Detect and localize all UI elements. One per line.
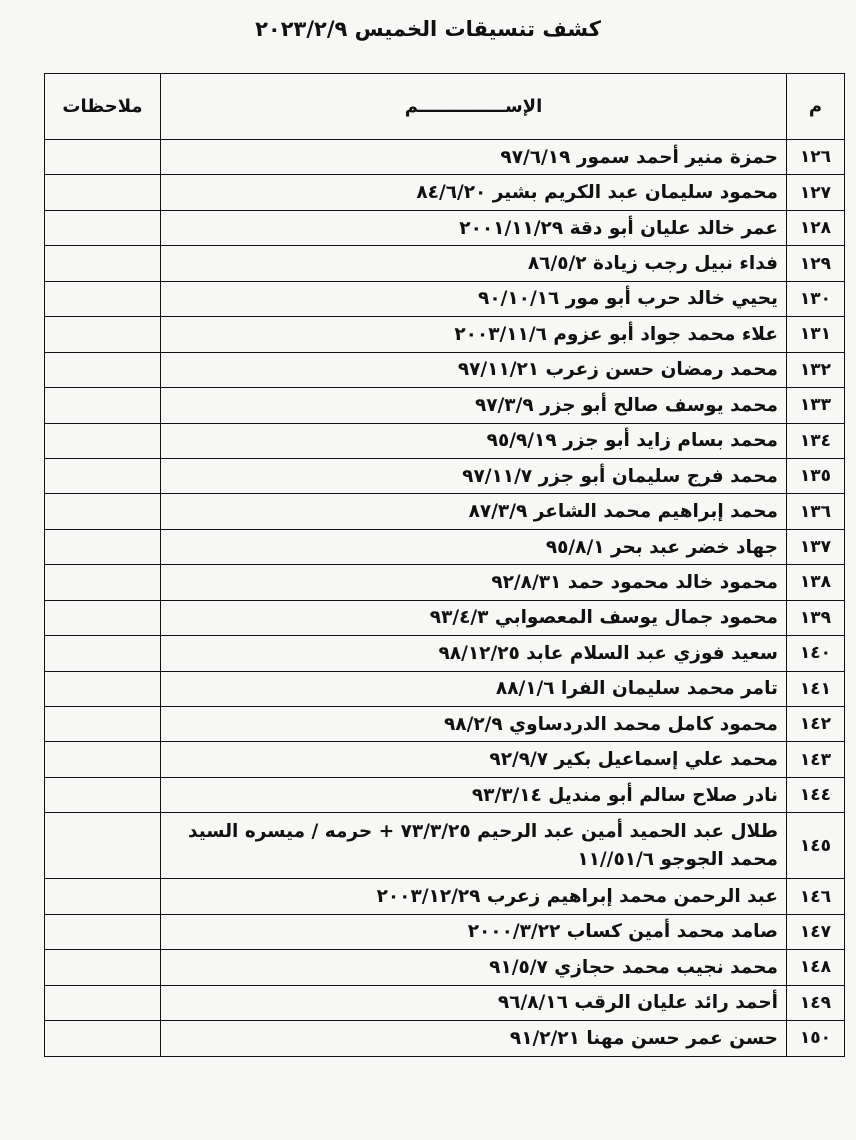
row-notes (45, 813, 161, 879)
row-number: ١٣٥ (787, 458, 845, 493)
row-number: ١٤٦ (787, 879, 845, 914)
table-row (45, 879, 845, 914)
table-row (45, 813, 845, 879)
table-row (45, 985, 845, 1020)
row-name: طلال عبد الحميد أمين عبد الرحيم ٧٣/٣/٢٥ + حرمه / ميسره السيد محمد الجوجو ٥١/٦//١١ (161, 813, 787, 879)
table-row (45, 914, 845, 949)
row-number: ١٣٦ (787, 494, 845, 529)
table-row (45, 600, 845, 635)
row-number: ١٣٠ (787, 281, 845, 316)
row-number: ١٤٩ (787, 985, 845, 1020)
row-notes (45, 636, 161, 671)
row-name: سعيد فوزي عبد السلام عابد ٩٨/١٢/٢٥ (161, 636, 787, 671)
row-notes (45, 175, 161, 210)
row-notes (45, 879, 161, 914)
table-row (45, 458, 845, 493)
row-number: ١٣٢ (787, 352, 845, 387)
table-row (45, 777, 845, 812)
row-notes (45, 914, 161, 949)
row-number: ١٢٧ (787, 175, 845, 210)
table-row (45, 1021, 845, 1056)
table-row (45, 175, 845, 210)
table-row (45, 246, 845, 281)
row-notes (45, 317, 161, 352)
row-notes (45, 140, 161, 175)
row-name: تامر محمد سليمان الفرا ٨٨/١/٦ (161, 671, 787, 706)
row-number: ١٤٧ (787, 914, 845, 949)
table-row (45, 317, 845, 352)
header-number: م (787, 74, 845, 140)
row-name: نادر صلاح سالم أبو منديل ٩٣/٣/١٤ (161, 777, 787, 812)
header-name: الإســــــــــــــم (161, 74, 787, 140)
row-name: فداء نبيل رجب زيادة ٨٦/٥/٢ (161, 246, 787, 281)
row-notes (45, 281, 161, 316)
row-number: ١٣١ (787, 317, 845, 352)
row-number: ١٤٤ (787, 777, 845, 812)
row-number: ١٢٨ (787, 210, 845, 245)
row-name: محمد رمضان حسن زعرب ٩٧/١١/٢١ (161, 352, 787, 387)
row-number: ١٣٧ (787, 529, 845, 564)
table-row (45, 140, 845, 175)
roster-table (44, 73, 845, 1057)
row-notes (45, 352, 161, 387)
row-name: محمد نجيب محمد حجازي ٩١/٥/٧ (161, 950, 787, 985)
row-name: علاء محمد جواد أبو عزوم ٢٠٠٣/١١/٦ (161, 317, 787, 352)
table-row (45, 388, 845, 423)
row-number: ١٢٩ (787, 246, 845, 281)
row-name: محمد بسام زايد أبو جزر ٩٥/٩/١٩ (161, 423, 787, 458)
row-name: محمود سليمان عبد الكريم بشير ٨٤/٦/٢٠ (161, 175, 787, 210)
row-notes (45, 1021, 161, 1056)
table-row (45, 950, 845, 985)
row-number: ١٤٨ (787, 950, 845, 985)
row-notes (45, 742, 161, 777)
table-row (45, 529, 845, 564)
row-notes (45, 423, 161, 458)
row-notes (45, 529, 161, 564)
row-name: عمر خالد عليان أبو دقة ٢٠٠١/١١/٢٩ (161, 210, 787, 245)
row-notes (45, 246, 161, 281)
table-row (45, 671, 845, 706)
row-notes (45, 985, 161, 1020)
row-number: ١٣٣ (787, 388, 845, 423)
row-number: ١٤٢ (787, 707, 845, 742)
row-name: محمد علي إسماعيل بكير ٩٢/٩/٧ (161, 742, 787, 777)
row-name: محمود جمال يوسف المعصوابي ٩٣/٤/٣ (161, 600, 787, 635)
row-name: محمود كامل محمد الدردساوي ٩٨/٢/٩ (161, 707, 787, 742)
row-notes (45, 707, 161, 742)
row-name: صامد محمد أمين كساب ٢٠٠٠/٣/٢٢ (161, 914, 787, 949)
row-notes (45, 600, 161, 635)
row-notes (45, 565, 161, 600)
table-row (45, 423, 845, 458)
row-notes (45, 494, 161, 529)
row-name: حسن عمر حسن مهنا ٩١/٢/٢١ (161, 1021, 787, 1056)
table-row (45, 281, 845, 316)
row-number: ١٥٠ (787, 1021, 845, 1056)
row-name: عبد الرحمن محمد إبراهيم زعرب ٢٠٠٣/١٢/٢٩ (161, 879, 787, 914)
header-notes: ملاحظات (45, 74, 161, 140)
row-number: ١٣٨ (787, 565, 845, 600)
page-title: كشف تنسيقات الخميس ٢٠٢٣/٢/٩ (255, 17, 601, 41)
table-header-row (45, 74, 845, 140)
row-notes (45, 671, 161, 706)
row-name: محمد إبراهيم محمد الشاعر ٨٧/٣/٩ (161, 494, 787, 529)
row-number: ١٣٩ (787, 600, 845, 635)
row-notes (45, 388, 161, 423)
row-name: محمد فرج سليمان أبو جزر ٩٧/١١/٧ (161, 458, 787, 493)
table-row (45, 707, 845, 742)
table-row (45, 636, 845, 671)
row-name: حمزة منير أحمد سمور ٩٧/٦/١٩ (161, 140, 787, 175)
row-notes (45, 210, 161, 245)
row-name: محمود خالد محمود حمد ٩٢/٨/٣١ (161, 565, 787, 600)
row-name: محمد يوسف صالح أبو جزر ٩٧/٣/٩ (161, 388, 787, 423)
table-row (45, 210, 845, 245)
row-notes (45, 458, 161, 493)
table-row (45, 352, 845, 387)
row-number: ١٤٥ (787, 813, 845, 879)
table-row (45, 565, 845, 600)
row-notes (45, 777, 161, 812)
table-row (45, 494, 845, 529)
row-number: ١٣٤ (787, 423, 845, 458)
row-name: جهاد خضر عبد بحر ٩٥/٨/١ (161, 529, 787, 564)
row-name: يحيي خالد حرب أبو مور ٩٠/١٠/١٦ (161, 281, 787, 316)
row-number: ١٤٣ (787, 742, 845, 777)
table-row (45, 742, 845, 777)
row-number: ١٤١ (787, 671, 845, 706)
row-name: أحمد رائد عليان الرقب ٩٦/٨/١٦ (161, 985, 787, 1020)
row-number: ١٤٠ (787, 636, 845, 671)
row-number: ١٢٦ (787, 140, 845, 175)
row-notes (45, 950, 161, 985)
